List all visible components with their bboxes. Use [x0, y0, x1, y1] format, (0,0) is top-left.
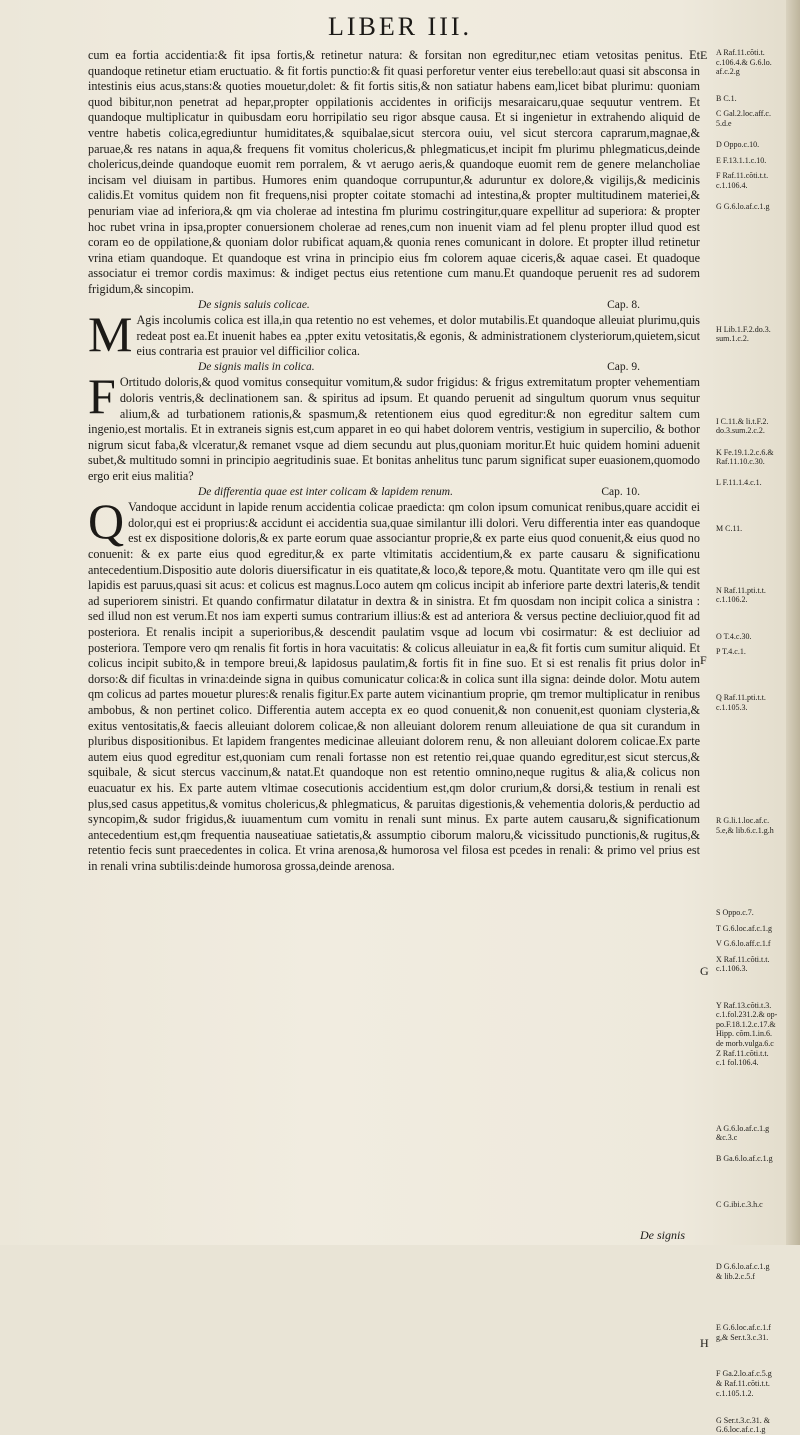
margin-section-letter: E — [700, 48, 708, 62]
marginal-reference-note: F Ga.2.lo.af.c.5.g & Raf.11.cõti.t.t. c.1.105.1.2. — [716, 1369, 772, 1398]
marginal-reference-note: V G.6.lo.aff.c.1.f — [716, 939, 771, 949]
marginal-reference-note: Y Raf.13.cõti.t.3. c.1.fol.231.2.& op- po.F.18.1.2.c.17.& Hipp. cõm.1.in.6. de morb.vulga.6.c Z Raf.11.cõti.t.t. c.1 fol.106.4. — [716, 1000, 778, 1068]
body-text — [88, 48, 700, 874]
marginal-reference-note: B C.1. — [716, 94, 737, 104]
marginal-reference-note: Q Raf.11.pti.t.t. c.1.105.3. — [716, 693, 766, 712]
marginal-reference-note: I C.11.& li.t.F.2. do.3.sum.2.c.2. — [716, 416, 769, 436]
margin-section-letter: F — [700, 653, 707, 668]
chapter-title: De signis malis in colica. — [198, 360, 315, 373]
marginal-reference-note: H Lib.1.F.2.do.3. sum.1.c.2. — [716, 324, 771, 344]
marginal-reference-note: T G.6.loc.af.c.1.g — [716, 923, 773, 933]
marginal-reference-note: A G.6.lo.af.c.1.g &c.3.c — [716, 1123, 770, 1143]
marginal-reference-note: D Oppo.c.10. — [716, 140, 760, 150]
body-paragraph — [88, 493, 700, 874]
margin-section-letter: G — [700, 963, 709, 978]
marginal-reference-note: G Ser.t.3.c.31. & G.6.loc.af.c.1.g — [716, 1415, 770, 1435]
chapter-title: De differentia quae est inter colicam & lapidem renum. — [198, 485, 453, 498]
chapter-heading — [88, 360, 700, 376]
marginal-reference-note: M C.11. — [716, 524, 743, 534]
body-paragraph — [88, 368, 700, 484]
chapter-title: De signis saluis colicae. — [198, 298, 310, 311]
marginal-reference-note: X Raf.11.cõti.t.t. c.1.106.3. — [716, 954, 770, 974]
paragraph-text: Vandoque accidunt in lapide renum accidentia colicae praedicta: qm colon ipsum comunicat renibus,quare accidit ei dolor,qui est ei proprius:& accidunt ei accidentia sua,quae similantur illi dolori. Veru differentia inter eas quandoque est ex dispositione doloris,& ex parte eorum quae associantur proprie,& ex parte eius quod conuenit,& eius quod no conuenit: & ex parte eius quod egreditur,& ex parte vltimitatis accidentium,& ex parte causaru & significationu antecedentium.Dispositio aute doloris diuersificatur in eis quatitate,& loco,& tepore,& motu. Quantitate vero qm ille qui est lapidis est paruus,quasi sit acus: et colicus est magnus.Loco autem qm colicus incipit ab inferiore parte dextri lateris,& tendit ad superiorem sinistri. Et quando confirmatur dilatatur in dextra & in sinistra. Et fm quosdam non incipit colica a sinistra : sed illud non est verum.Et nos iam experti sumus contrarium illius:& est ad anteriora & versus pectine decliuior,quod fit ad posteriora. Et renalis incipit a superioribus,& descendit paulatim vsque ad locum vbi cosirmatur: & est decliuior ad posteriora. Tempore vero qm renalis fit fortis in hora vacuitatis: & colicus alleuiatur in ea,& fit fortis cum sumitur aliquid. Et colicus incipit subito,& in tempore breui,& lapidosus paulatim,& fortis fit in fine suo. Et si est renalis fit prius dolor in dorso:& dif ficultas in vrina:deinde signa in quibus comunicatur colica:& in colica sunt illa signa: deinde dolor. Motu autem qm colicus ad partes mouetur plures:& renalis figitur.Ex parte autem vicinantium proprie, qm tremor multiplicatur in renibus ambobus, & non pertinet colico. Differentia autem accepta ex eo quod conuenit,& non conuenit,est quoniam clysteria,& exitus ventositatis,& faecis alleuiant dolorem colicae,& non alleuiant dolorem renum alleuiatione de qua sit curandum in pluribus dispositionibus. Et lapidem frangentes medicinae alleuiant dolorem renu, & non alleuiant dolorem colicae.Ex parte autem eius quod egreditur est,quoniam cum renali fortasse non est retentio rei,quae quando egreditur,est sicut stercus,& squibale, & sicut stercus vaccinum,& natat.Et quandoque non est retentio omnino,neque rugitus & alia,& colicus non euacuatur ex his. Ex parte autem vltimae cosecutionis accidentium est,qm dolor crurium,& dorsi,& testium in renali est plus,sed casus appetitus,& vomitus cholericus,& phlegmaticus, & paruitas digestionis,& vehementia doloris,& perductio ad syncopim,& sudor frigidus,& iuuamentum cum vomitu in renali sunt minus. Ex parte autem causaru,& significationum antecedentium est,qm frequentia nauseatiuae satietatis,& assumptio ciborum maloru,& vicissitudo punctionis,& rugitus,& retentio fecis sunt praecedentes in colica. Et vrina arenosa,& humorosa vel filosa est pcedes in renali: & primo vel prius est in renali vrina subtilis:deinde humorosa grossa,deinde arenosa. — [88, 500, 700, 873]
marginal-reference-note: N Raf.11.pti.t.t. c.1.106.2. — [716, 585, 766, 605]
body-paragraph — [88, 306, 700, 363]
drop-cap-initial: M — [88, 306, 133, 363]
drop-cap-initial: F — [88, 368, 116, 425]
margin-section-letter: H — [700, 1336, 709, 1351]
marginal-reference-note: E F.13.1.1.c.10. — [716, 155, 767, 165]
marginal-reference-note: E G.6.loc.af.c.1.f g,& Ser.t.3.c.31. — [716, 1323, 771, 1342]
chapter-heading — [88, 485, 700, 501]
marginal-reference-note: D G.6.lo.af.c.1.g & lib.2.c.5.f — [716, 1261, 770, 1281]
marginal-reference-note: A Raf.11.cõti.t. c.106.4.& G.6.lo. af.c.2.g — [716, 48, 772, 77]
body-paragraph — [88, 48, 700, 298]
marginal-reference-note: C G.ibi.c.3.h.c — [716, 1200, 763, 1210]
catchword: De signis — [640, 1228, 685, 1242]
marginal-reference-note: B Ga.6.lo.af.c.1.g — [716, 1154, 773, 1164]
drop-cap-initial: Q — [88, 493, 125, 550]
marginal-reference-note: O T.4.c.30. — [716, 631, 752, 641]
marginal-reference-note: G G.6.lo.af.c.1.g — [716, 201, 770, 211]
chapter-heading — [88, 298, 700, 314]
paragraph-text: cum ea fortia accidentia:& fit ipsa fortis,& retinetur natura: & forsitan non egreditur,nec etiam vetositas penitus. Et quandoque retinetur etiam eructuatio. & fit fortis punctio:& fit quasi perforetur venter eius terebello:aut quasi sit absconsa in intestinis eius acus,stans:& quoties mouetur,dolet: & fit fortis sitis,& non satiatur habens eam,licet bibat plurimu: quoniam quod bibitur,non penetrat ad hepar,propter oppilationis accidentes in orificijs mesaraicaru,quae sequutur ventrem. Et quandoque multiplicatur in quibusdam eoru horripilatio seu rigor absque causa. Et si ingenietur in extrahendo aliquid de ventre habetis colica,egrediuntur humiditates,& squibalae,sicut stercora ouiu, vel sicut stercora caprarum,magnae,& paruae,& res natans in aqua,& frequens fit vomitus cholericus,& phlegmaticus,et incipit fm plurimu phlegmaticus,deinde cholericus,deinde quandoque euomit rem porralem, & vt aerugo aeris,& quandoque euomit rem de genere melancholiae incisam vel diuisam in partibus. Humores enim quandoque corrupuntur,& aduruntur ex dolore,& vigilijs,& medicinis calidis.Et vomitus quidem non fit frequens,nisi propter coitate stomachi ad intestina,& propter multitudinem materiei,& penuriam viae ad inferiora,& qm via cholerae ad intestina fm plurimu costringitur,quare expellitur ad superiora: & propter hoc rubet vrina in ipsa,propter conuersionem cholerae ad renes,cum non inuenit viam ad fel plenu propter illud quod est coram eo de oppilatione,& quoniam dolor rubificat aquam,& quonia renes comunicant in dolore. Et propter illud retinetur vrina etiam quandoque. Et quandoque est vrina in principio eius fm colorem aquae ciceris,& aquae casei. Et quadoque associatur ei tremor cordis maximus: & indiget pectus eius retentione cum manu.Et quandoque peruenit res ad sudorem frigidum,& sincopim. — [88, 48, 700, 296]
marginal-reference-note: C Gal.2.loc.aff.c. 5.d.e — [716, 109, 771, 129]
paragraph-text: Ortitudo doloris,& quod vomitus consequitur vomitum,& sudor frigidus: & frigus extremitatum propter vehementiam doloris ventris,& declinationem san. & spiritus ad ipsum. Et quando peruenit ad singultum quorum vnus sequitur alium,& ad turbationem rationis,& spasmum,& retentionem eius quod egreditur:& non egreditur saltem cum ingenio,est mortalis. Et in extraneis signis est,cum apparet in eo qui habet dolorem ventris, vestigium in supercilio, & bothor nigrum sicut faba,& vlceratur,& remanet vsque ad diem secundu aut plus,quoniam moritur.Et huic quidem homini aduenit subet,& multitudo somni in principio aegritudinis suae. Et bonitas anhelitus tunc parum significat super euasionem,quomodo ergo erit eius malitia? — [88, 375, 700, 484]
marginal-reference-note: S Oppo.c.7. — [716, 908, 754, 918]
marginal-reference-note: L F.11.1.4.c.1. — [716, 478, 762, 488]
paragraph-text: Agis incolumis colica est illa,in qua retentio no est vehemes, et dolor mutabilis.Et quandoque alleuiat plurimu,quis redeat post ea.Et inuenit habes ea ,ppter exitu vetositatis,& egonis, & administrationem clysteriorum,quietem,sicut eius contraria est prauior vel difficilior colica. — [136, 313, 700, 359]
chapter-number: Cap. 9. — [607, 360, 640, 373]
chapter-number: Cap. 8. — [607, 298, 640, 311]
marginal-reference-note: F Raf.11.cõti.t.t. c.1.106.4. — [716, 170, 769, 190]
marginal-reference-note: P T.4.c.1. — [716, 647, 746, 657]
marginal-reference-note: R G.li.1.loc.af.c. 5.e,& lib.6.c.1.g.h — [716, 816, 774, 835]
running-head: LIBER III. — [327, 12, 473, 41]
marginal-reference-note: K Fe.19.1.2.c.6.& Raf.11.10.c.30. — [716, 447, 774, 467]
chapter-number: Cap. 10. — [601, 485, 640, 498]
